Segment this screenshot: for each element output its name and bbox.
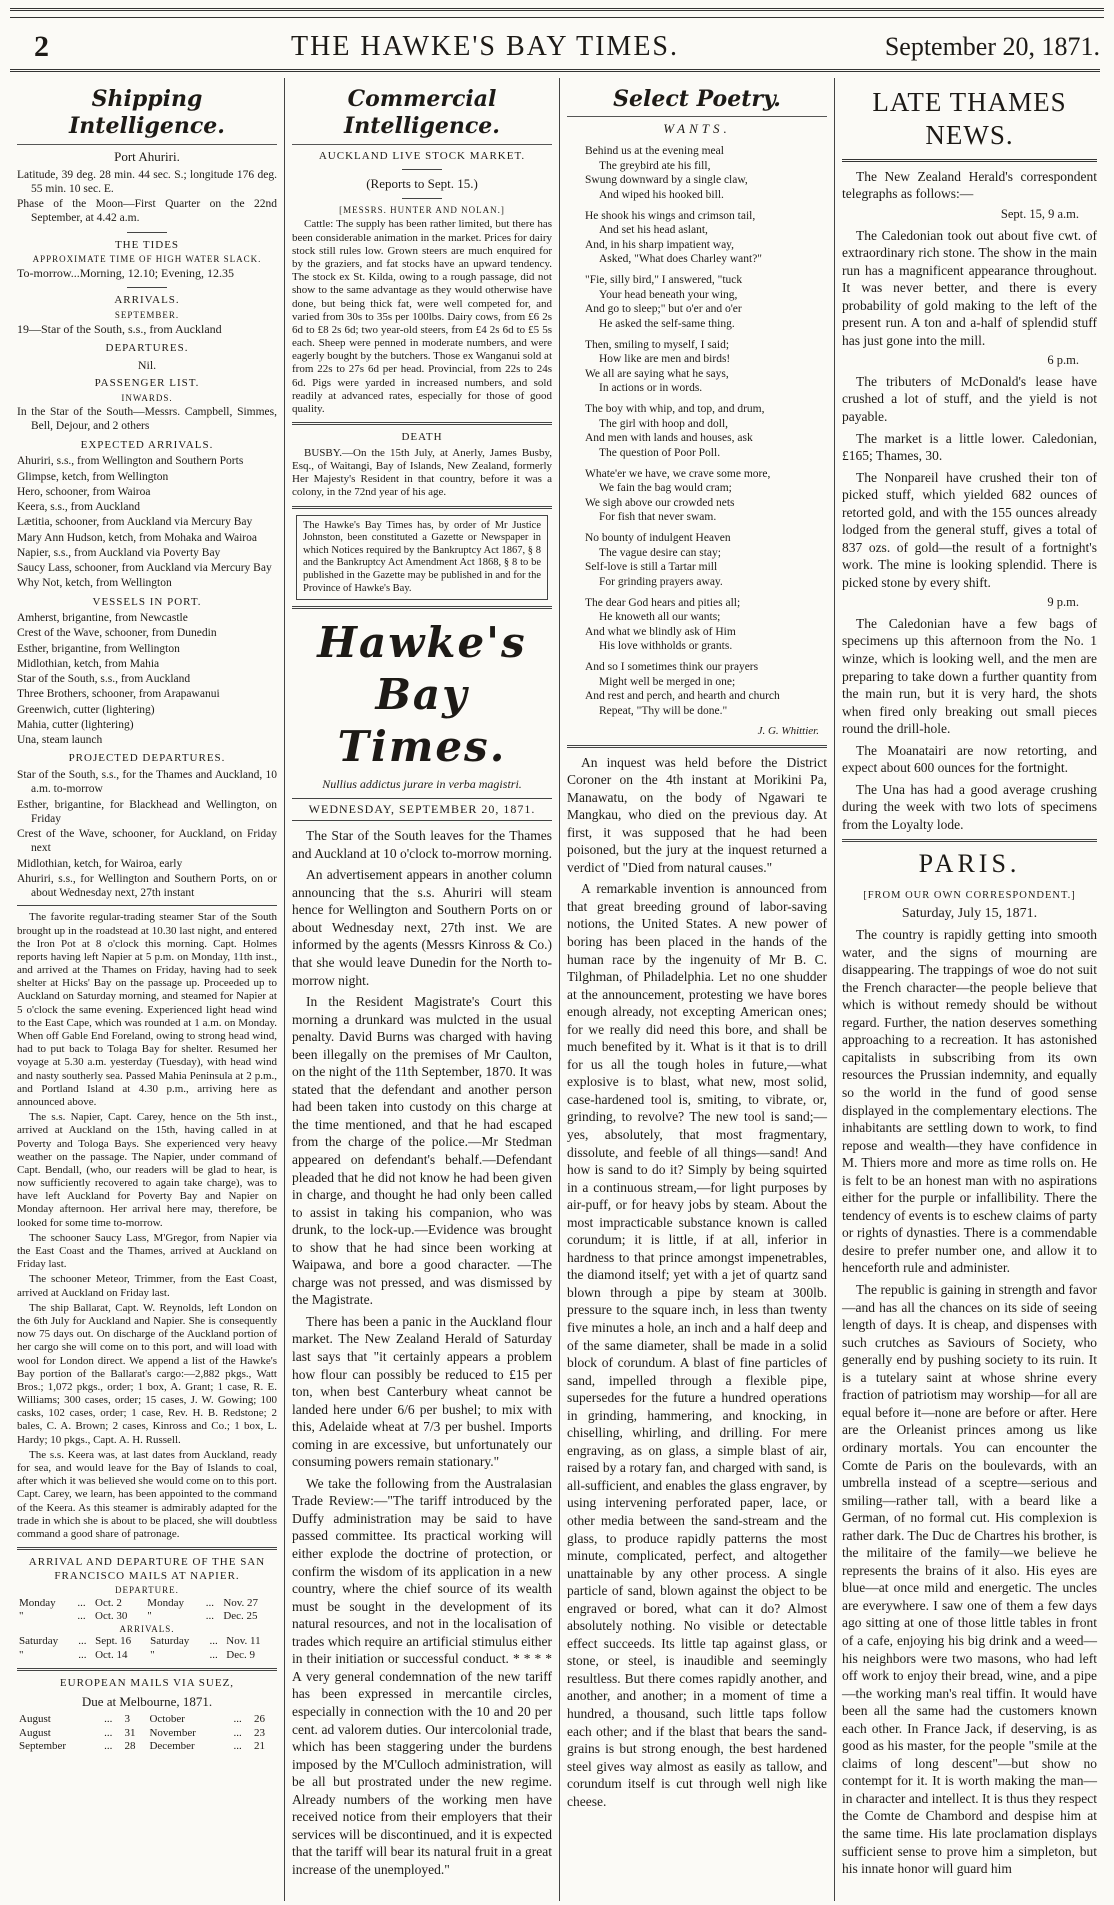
table-cell: Monday — [147, 1596, 184, 1609]
columns — [10, 78, 1104, 1901]
table-cell: ... — [104, 1740, 113, 1753]
list-item: Star of the South, s.s., from Auckland — [17, 673, 191, 686]
poem-line: Repeat, "Thy will be done." — [599, 704, 728, 717]
issue-date: September 20, 1871. — [884, 31, 1100, 61]
thames-intro: The New Zealand Herald's correspondent telegraphs as follows:— — [842, 168, 1097, 202]
news-paragraph: The schooner Saucy Lass, M'Gregor, from Napier via the East Coast and the Thames, arrived at Auckland on Friday last. — [17, 1231, 277, 1271]
page-number: 2 — [34, 29, 49, 63]
poem-line: And what we blindly ask of Him — [585, 625, 736, 638]
news-paragraph: The ship Ballarat, Capt. W. Reynolds, left London on the 6th July for Auckland and Napier. She is consequently now 75 days out. On discharge of the Auckland portion of her cargo she will come on to this port, and will load with wool for London direct. We append a list of the Hawke's Bay portion of the Ballarat's cargo:—2,882 pkgs., Watt Bros.; 1,072 pkgs., order; 1 box, A. Grant; 1 case, R. E. Williams; 300 cases, order; 15 cases, J. W. Gowing; 100 casks, 102 cases, order; 1 case, Rev. H. B. Redstone; 2 bales, C. A. Brown; 2 cases, Kinross and Co.; 1 box, L. Hardy; 10 pkgs., Capt. A. H. Russell. — [17, 1301, 277, 1446]
table-cell: Saturday — [150, 1634, 190, 1647]
poem-line: In actions or in words. — [599, 382, 703, 394]
mails-departure-label: DEPARTURE. — [115, 1585, 179, 1596]
table-cell: ... — [77, 1596, 86, 1609]
table-cell: Nov. 11 — [226, 1634, 261, 1647]
divider — [17, 905, 277, 906]
list-item: Greenwich, cutter (lightering) — [17, 703, 155, 716]
departures-title: DEPARTURES. — [105, 341, 189, 354]
column-thames-paris — [835, 78, 1104, 1901]
thames-para-7: The Una has had a good average crushing during the week with two lots of specimens from the Loyalty lode. — [842, 781, 1097, 832]
poem-line: The dear God hears and pities all; — [585, 596, 741, 609]
thames-time-1: Sept. 15, 9 a.m. — [1000, 207, 1079, 222]
paris-paragraph: The republic is gaining in strength and favor—and has all the chances on its side of seeing length of days. It is cheap, and dispenses with such crutches as Saviours of Society, who generally end by pushing society to its ruin. It is a tutelary saint at whose shrine every fraction of patriotism may worship—for all are equal before it—none are before or after. Here are the Orleanist princes among us like ordinary mortals. You can encounter the Comte de Paris on the boulevards, with an umbrella instead of a sceptre—serious and smiling—rather tall, with a beard like a German, of no formal cut. His complexion is rather dark. The Duc de Chartres his brother, is the militaire of the family—we believe he represents the brains of it also. His eyes are blue—at once mild and energetic. The uncles are everywhere. I saw one of them a few days ago sitting at one of those little tables in front of a cafe, enjoying his big drink and a weed—his neighbors were two masons, who had left off work to enjoy their bread, wine, and a pipe—the working man's real tiffin. It would have been all the same had the customers known each other. In France Jack, if deserving, is as good as his master, for the people "smile at the claims of long descent"—but show no contempt for it. It is worth making the man—in character and intellect. It is thus they respect the Comte de Chambord and despise him at the same time. His late proclamation displays sufficient sense to prove him a simpleton, but his innate honor will guard him — [842, 1282, 1097, 1877]
list-item: Glimpse, ketch, from Wellington — [17, 470, 169, 483]
news-paragraph: The s.s. Napier, Capt. Carey, hence on the 5th inst., arrived at Auckland on the 15th, having called in at Poverty and Tologa Bays. She experienced very heavy weather on the passage. The Napier, under command of Capt. Bendall, (who, our readers will be glad to hear, is now sufficiently recovered to again take charge), was to have left Auckland for Poverty Bay and Napier on Monday afternoon. Her arrival here may, therefore, be looked for some time to-morrow. — [17, 1111, 277, 1229]
table-cell: ... — [233, 1712, 242, 1725]
list-item: Crest of the Wave, schooner, for Auckland, on Friday next — [17, 828, 277, 855]
table-cell: ... — [77, 1610, 86, 1623]
projected-departures-list — [17, 768, 277, 900]
poem-stanza — [585, 467, 827, 525]
thames-time-2: 6 p.m. — [1047, 353, 1079, 368]
expected-title: EXPECTED ARRIVALS. — [80, 438, 214, 451]
poem-line: Asked, "What does Charley want?" — [599, 253, 762, 265]
table-cell: August — [19, 1726, 51, 1739]
masthead — [10, 24, 1100, 72]
poem-stanza — [585, 402, 827, 460]
inwards-text: In the Star of the South—Messrs. Campbell, Simmes, Bell, Dejour, and 2 others — [17, 406, 277, 433]
gazette-notice: The Hawke's Bay Times has, by order of Mr Justice Johnston, been constituted a Gazette or Newspaper in which Notices required by the Bankruptcy Act 1867, § 8 and the Bankruptcy Act Amendment Act 1868, § 8 to be published in the Gazette may be published in and for the Province of Hawke's Bay. — [296, 515, 548, 601]
table-cell: ... — [104, 1712, 113, 1725]
thames-para-1: The Caledonian took out about five cwt. of extraordinary rich stone. The show in the main run has a magnificent appearance throughout. It was never better, and there is every probability of gold making to the left of the present run. A ton and a-half of splendid stuff has just gone into the mill. — [842, 227, 1097, 348]
poem-line: No bounty of indulgent Heaven — [585, 532, 731, 545]
thames-para-4: The Nonpareil have crushed their ton of picked stuff, which yielded 682 ounces of retorted gold, and with the 155 ounces already lodged from the general stuff, gives a total of 837 ozs. of gold—the result of a fortnight's work. The mine is looking splendid. There is picked stone by every shift. — [842, 469, 1097, 590]
divider — [17, 1668, 277, 1671]
poem-line: And go to sleep;" but o'er and o'er — [585, 303, 742, 316]
table-cell: 28 — [124, 1740, 136, 1753]
list-item: Midlothian, ketch, from Mahia — [17, 657, 160, 670]
list-item: Three Brothers, schooner, from Arapawanui — [17, 688, 220, 701]
poem-line: He asked the self-same thing. — [599, 317, 735, 330]
poem-line: Self-love is still a Tartar mill — [585, 561, 718, 574]
table-cell: " — [150, 1648, 155, 1661]
poem-line: We fain the bag would cram; — [599, 482, 732, 495]
news-paragraph: The favorite regular-trading steamer Star of the South brought up in the roadstead at 10.30 last night, and entered the Iron Pot at 8 o'clock this morning. Capt. Holmes reports having left Napier at 5 p.m. on Monday, 11th inst., and arrived at the Thames on Friday, having had to seek shelter at Hicks' Bay on the passage up. Proceeded up to Auckland on Saturday morning, and steamed for Napier at 5 o'clock the same evening. Experienced light head wind to the East Cape, which was rounded at 1 a.m. on Monday. When off Gable End Foreland, owing to strong head wind, had to put back to Tolaga Bay for shelter. Resumed her voyage at 5.30 a.m. yesterday (Tuesday), with head wind and nasty southerly sea. Passed Mahia Peninsula at 2 p.m., and Portland Island at 4.30 p.m., arriving here as announced above. — [17, 911, 277, 1108]
news-paragraphs — [567, 754, 827, 1811]
poem-line: And, in his sharp impatient way, — [585, 238, 735, 251]
table-cell: " — [147, 1610, 152, 1623]
table-cell: August — [19, 1712, 51, 1725]
poem-line: He shook his wings and crimson tail, — [585, 209, 756, 222]
poem-line: And rest and perch, and hearth and church — [585, 690, 780, 703]
poem-line: For fish that never swam. — [599, 511, 717, 523]
poem-line: And men with lands and houses, ask — [585, 432, 753, 445]
suez-mails-table — [17, 1713, 277, 1754]
table-cell: Saturday — [19, 1634, 59, 1647]
divider — [402, 169, 442, 170]
poem-stanza — [585, 273, 827, 331]
passenger-title: PASSENGER LIST. — [94, 377, 200, 390]
poem-line: Then, smiling to myself, I said; — [585, 338, 730, 351]
list-item: Mahia, cutter (lightering) — [17, 718, 134, 731]
mails-arrivals-label: ARRIVALS. — [119, 1623, 175, 1634]
editorial-paragraph: In the Resident Magistrate's Court this morning a drunkard was mulcted in the usual penalty. David Burns was charged with having been illegally on the premises of Mr Caulton, on the night of the 11th September, 1870. It was stated that the defendant and another person had been taken into custody on this charge at the time mentioned, and that he had escaped from the charge of the police.—Mr Stedman appeared on defendant's behalf.—Defendant pleaded that he did not know he had been given in charge, and thought he had only been called to assist in taking his companion, who was drunk, to the lock-up.—Evidence was brought to show that he had since been working at Waipawa, and bore a good character. —The charge was not pressed, and was dismissed by the Magistrate. — [292, 994, 552, 1308]
paris-heading: PARIS. — [918, 849, 1021, 879]
table-row — [17, 1740, 277, 1754]
table-cell: October — [149, 1712, 185, 1725]
table-cell: December — [149, 1740, 195, 1753]
shipping-news-paragraphs — [17, 911, 277, 1541]
table-cell: Oct. 2 — [95, 1596, 122, 1609]
poem-line: Your head beneath your wing, — [599, 288, 738, 301]
table-cell: November — [149, 1726, 196, 1739]
thames-para-5: The Caledonian have a few bags of specimens up this afternoon from the No. 1 winze, which is looking well, and the men are preparing to take down a further quantity from the main run, but it is very hard, the shots when fired only breaking out small pieces round the drill-hole. — [842, 615, 1097, 737]
divider — [127, 287, 167, 288]
list-item: Midlothian, ketch, for Wairoa, early — [17, 857, 183, 870]
editorial-paragraphs — [292, 827, 552, 1878]
table-cell: ... — [233, 1726, 242, 1739]
list-item: Napier, s.s., from Auckland via Poverty Bay — [17, 546, 221, 559]
table-row — [17, 1727, 277, 1741]
newspaper-title: THE HAWKE'S BAY TIMES. — [291, 30, 679, 62]
divider — [292, 606, 552, 609]
market-title: AUCKLAND LIVE STOCK MARKET. — [318, 149, 526, 162]
news-paragraph: The s.s. Keera was, at last dates from Auckland, ready for sea, and would leave for the Bay of Islands to coal, after which it was believed she would come on to this port. Capt. Carey, we learn, has been appointed to the command of the Keera. As this steamer is admirably adapted for the trade in which she is about to be placed, she will doubtless command a good share of patronage. — [17, 1448, 277, 1540]
suez-subtitle: Due at Melbourne, 1871. — [81, 1693, 213, 1709]
list-item: Star of the South, s.s., for the Thames and Auckland, 10 a.m. to-morrow — [17, 769, 277, 796]
latitude-line: Latitude, 39 deg. 28 min. 44 sec. S.; longitude 176 deg. 55 min. 10 sec. E. — [17, 168, 277, 195]
port-name: Port Ahuriri. — [114, 148, 180, 164]
table-cell: Dec. 9 — [226, 1648, 255, 1661]
table-cell: " — [19, 1648, 24, 1661]
table-row — [17, 1597, 277, 1611]
table-row — [17, 1649, 277, 1663]
death-notice: BUSBY.—On the 15th July, at Anerly, James Busby, Esq., of Waitangi, Bay of Islands, New Zealand, formerly Her Majesty's Resident in that country, before it was a colony, in the 72nd year of his age. — [292, 446, 552, 499]
column-commercial — [285, 78, 560, 1901]
tides-subtitle: APPROXIMATE TIME OF HIGH WATER SLACK. — [32, 254, 262, 265]
table-cell: September — [19, 1740, 67, 1753]
table-cell: ... — [205, 1610, 214, 1623]
table-cell: ... — [78, 1648, 87, 1661]
moon-phase: Phase of the Moon—First Quarter on the 22nd September, at 4.42 a.m. — [17, 198, 277, 225]
poem-line: The girl with hoop and doll, — [599, 417, 729, 430]
table-cell: ... — [205, 1596, 214, 1609]
table-cell: Sept. 16 — [95, 1634, 132, 1647]
poem-line: Behind us at the evening meal — [585, 145, 724, 158]
list-item: Hero, schooner, from Wairoa — [17, 485, 151, 498]
market-report: Cattle: The supply has been rather limited, but there has been considerable animation in the market. Prices for dairy stock still rules low. Grown steers are much enquired for by the graziers, and fat stocks have an upward tendency. The stock ex St. Kilda, owing to a rough passage, did not show to the same advantage as they would otherwise have done, but being thick fat, were well competed for, and varied from 30s to 35s per 100lbs. Dairy cows, from £6 2s 6d to £8 2s 6d; two year-old steers, from £4 2s 6d to £5 5s each. Sheep were penned in moderate numbers, and were eagerly bought by the butchers. Those ex Wanganui sold at from 22s to 27s 6d per head. Provincial, from 22s to 24s 6d. Pigs were yarded in increased numbers, and sold readily at advanced rates, especially for those of good quality. — [292, 218, 552, 416]
poem-author: J. G. Whittier. — [757, 724, 819, 737]
divider — [402, 198, 442, 199]
arrivals-text: 19—Star of the South, s.s., from Auckland — [17, 322, 222, 337]
arrivals-title: ARRIVALS. — [114, 294, 180, 307]
vessels-title: VESSELS IN PORT. — [92, 595, 202, 608]
thames-para-3: The market is a little lower. Caledonian, £165; Thames, 30. — [842, 430, 1097, 464]
table-row — [17, 1610, 277, 1624]
table-cell: Oct. 14 — [95, 1648, 128, 1661]
table-cell: 3 — [124, 1712, 130, 1725]
table-cell: ... — [209, 1634, 218, 1647]
arrivals-month: SEPTEMBER. — [114, 309, 180, 320]
poem-stanza — [585, 144, 827, 202]
poem-line: The boy with whip, and top, and drum, — [585, 403, 765, 416]
tides-text: To-morrow...Morning, 12.10; Evening, 12.35 — [17, 266, 235, 281]
poem-stanza — [585, 531, 827, 589]
reporter: [MESSRS. HUNTER AND NOLAN.] — [339, 205, 505, 216]
poem-line: The question of Poor Poll. — [599, 446, 721, 459]
mails-title: ARRIVAL AND DEPARTURE OF THE SAN FRANCISCO MAILS AT NAPIER. — [28, 1556, 266, 1582]
projected-title: PROJECTED DEPARTURES. — [68, 752, 226, 765]
poem-body — [567, 144, 827, 718]
poem-stanza — [585, 338, 827, 396]
table-cell: ... — [78, 1634, 87, 1647]
thames-para-6: The Moanatairi are now retorting, and expect about 600 ounces for the fortnight. — [842, 742, 1097, 776]
expected-arrivals-list — [17, 454, 277, 590]
poem-line: We sigh above our crowded nets — [585, 496, 735, 509]
poem-stanza — [585, 209, 827, 267]
commercial-heading: Commercial Intelligence. — [292, 86, 552, 145]
poetry-heading: Select Poetry. — [567, 86, 827, 117]
divider — [292, 422, 552, 425]
list-item: Saucy Lass, schooner, from Auckland via Mercury Bay — [17, 562, 272, 575]
news-paragraph: The schooner Meteor, Trimmer, from the East Coast, arrived at Auckland on Friday last. — [17, 1273, 277, 1299]
divider — [17, 1547, 277, 1550]
table-cell: 26 — [253, 1712, 265, 1725]
list-item: Una, steam launch — [17, 734, 103, 747]
mails-arrivals-table — [17, 1635, 277, 1662]
editorial-paragraph: We take the following from the Australasian Trade Review:—"The tariff introduced by the Duffy administration may be said to have passed committee. Its practical working will either explode the doctrine of protection, or confirm the wisdom of its application in a new country, where the chief source of its wealth must be sought in the development of its natural resources, and not in the localisation of trades which require an artificial stimulus either in their initiation or successful conduct. * * * * A very general condemnation of the new tariff has been expressed in mercantile circles, especially in connection with the 10 and 20 per cent. ad valorem duties. Our intercolonial trade, which has been staggering under the burdens imposed by the M'Culloch administration, will be all but prostrated under the new regime. Already numbers of the working men have received notice from their employers that their services will be discontinued, and it is expected that the tariff will bear its natural fruit in a great increase of the unemployed." — [292, 1475, 552, 1877]
news-paragraph: A remarkable invention is announced from that great breeding ground of labor-saving notions, the United States. A new power of boring has been placed in the hands of the human race by the ingenuity of Mr B. C. Tilghman, of Philadelphia. Let no one shudder at the announcement, protesting we have bores enough already, not excepting American ones; for we really did need this bore, and shall be much benefited by it. What is it that is to drill for us all the tough holes in future,—what explosive is to blast, what new, most solid, case-hardened tool is, smiting, to vibrate, or, grinding, to revolve? The new tool is sand;—yes, absolutely, that most fragmentary, dissolute, and feeble of all things—sand! And how is sand to do it? Simply by being squirted in a continuous stream,—for light purposes by air-puff, or for heavy jobs by steam. About the most impracticable substance known is called corundum; it is little, if at all, inferior in hardness to that prince amongst impenetrables, the diamond itself; yet with a jet of quartz sand blown through a pipe by steam at 300lb. pressure to the square inch, in less than twenty five minutes a hole, an inch and a half deep and of the same diameter, shall be made in a solid block of corundum. A blast of fine particles of sand, impelled through a flexible pipe, supersedes for the future a hundred operations in grinding, hammering, and knocking, in chiselling, whirling, and drilling. For mere engraving, as on glass, a simple blast of air, raised by a rotary fan, and charged with sand, is all-sufficient, and enables the glass engraver, by using intervening perforated paper, lace, or other media between the sand-stream and the glass, to produce rapidly patterns the most minute, complicated, perfect, and altogether unattainable by any other process. A single particle of sand, blown against the object to be engraved or bored, what can it do? Almost absolutely nothing. No visible or detectable effect succeeds. Its little tap against glass, or stone, or steel, is inaudible and seemingly resultless. But there comes rapidly another, and another, and another; in a moment of time a hundred, a thousand, such little taps follow each other; and if the blast that bears the sand-grains is but strong enough, the best hardened steel gives way almost as easily as tallow, and corundum itself is cut through well nigh like cheese. — [567, 881, 827, 1809]
news-paragraph: An inquest was held before the District Coroner on the 4th instant at Morikini Pa, Manawatu, on the body of Ngawari te Mangkau, who died on the previous day. At first, it was supposed that he had been poisoned, but the jury at the inquest returned a verdict of "Died from natural causes." — [567, 754, 827, 875]
list-item: Why Not, ketch, from Wellington — [17, 577, 172, 590]
poem-stanza — [585, 596, 827, 654]
table-cell: " — [19, 1610, 24, 1623]
paris-paragraph: The country is rapidly getting into smooth water, and the signs of mourning are disappearing. The trappings of woe do not suit the French character—the people believe that which is without remedy should be without regard. Further, the nation deserves something approaching to a recreation. It has astonished capitalists in subscribing from its own resources the Prussian indemnity, and equally so the world in the fund of good sense displayed in the complementary elections. The inhabitants are settling down to work, to find repose and wealth—they have confidence in M. Thiers more and more as time rolls on. He is felt to be an honest man with no aspirations either for the purple or infallibility. There the tendency of events is to eschew claims of party or rights of dynasties. There is a commendable desire to prefer number one, and allow it to henceforth rule and administer. — [842, 927, 1097, 1276]
editorial-paragraph: An advertisement appears in another column announcing that the s.s. Ahuriri will steam hence for Wellington and Southern Ports on or about Wednesday next, 27th inst. We are informed by the agents (Messrs Kinross & Co.) that she would leave Dunedin for the North to-morrow night. — [292, 867, 552, 988]
shipping-heading: Shipping Intelligence. — [17, 86, 277, 145]
column-shipping — [10, 78, 285, 1901]
thames-para-2: The tributers of McDonald's lease have crushed a lot of stuff, and the yield is not payable. — [842, 373, 1097, 424]
table-cell: ... — [104, 1726, 113, 1739]
poem-line: And wiped his hooked bill. — [599, 188, 724, 201]
list-item: Lætitia, schooner, from Auckland via Mercury Bay — [17, 516, 253, 529]
poem-line: How like are men and birds! — [599, 353, 731, 366]
poem-line: For grinding prayers away. — [599, 575, 723, 588]
list-item: Esther, brigantine, for Blackhead and Wellington, on Friday — [17, 798, 277, 825]
poem-line: His love withholds or grants. — [599, 640, 733, 652]
table-cell: ... — [209, 1648, 218, 1661]
divider — [292, 506, 552, 509]
editorial-paragraph: The Star of the South leaves for the Thames and Auckland at 10 o'clock to-morrow morning. — [292, 828, 553, 861]
list-item: Ahuriri, s.s., from Wellington and Southern Ports — [17, 455, 244, 468]
thames-heading: LATE THAMES NEWS. — [842, 86, 1097, 162]
paris-paragraphs — [842, 926, 1097, 1878]
poem-line: And so I sometimes think our prayers — [585, 661, 759, 674]
poem-title: WANTS. — [663, 121, 731, 137]
suez-title: EUROPEAN MAILS VIA SUEZ, — [59, 1677, 235, 1690]
table-cell: Monday — [19, 1596, 56, 1609]
reports-to: (Reports to Sept. 15.) — [366, 176, 478, 192]
poem-line: We all are saying what he says, — [585, 367, 729, 380]
inwards-title: INWARDS. — [121, 393, 173, 404]
paris-date: Saturday, July 15, 1871. — [901, 905, 1038, 921]
tides-title: THE TIDES — [114, 238, 180, 251]
table-row — [17, 1713, 277, 1727]
column-poetry — [560, 78, 835, 1901]
poem-stanza — [585, 660, 827, 718]
poem-line: Might well be merged in one; — [599, 675, 736, 688]
paris-subtitle: [FROM OUR OWN CORRESPONDENT.] — [863, 889, 1076, 901]
table-cell: 21 — [253, 1740, 265, 1753]
poem-line: Swung downward by a single claw, — [585, 174, 748, 187]
paper-nameplate: Hawke's Bay Times. — [317, 618, 527, 772]
poem-line: Whate'er we have, we crave some more, — [585, 467, 771, 480]
table-cell: 23 — [253, 1726, 265, 1739]
departures-text: Nil. — [137, 357, 157, 372]
table-cell: Oct. 30 — [95, 1610, 128, 1623]
table-cell: Dec. 25 — [223, 1610, 258, 1623]
divider — [567, 745, 827, 748]
poem-line: "Fie, silly bird," I answered, "tuck — [585, 274, 743, 287]
poem-line: The greybird ate his fill, — [599, 159, 711, 172]
poem-line: And set his head aslant, — [599, 224, 708, 237]
list-item: Ahuriri, s.s., for Wellington and Southern Ports, on or about Wednesday next, 27th instant — [17, 872, 277, 900]
paper-motto: Nullius addictus jurare in verba magistri. — [322, 777, 522, 792]
thames-time-3: 9 p.m. — [1047, 595, 1079, 610]
death-title: DEATH — [401, 431, 443, 444]
editorial-paragraph: There has been a panic in the Auckland flour market. The New Zealand Herald of Saturday last says that "it certainly appears a problem how flour can possibly be reduced to £15 per ton, when best Canterbury wheat cannot be landed here under 6/6 per bushel; to mix with this, Adelaide wheat at 7/3 per bushel. Imports coming in are excessive, but unfortunately our consuming powers remain stationary." — [292, 1313, 552, 1470]
list-item: Crest of the Wave, schooner, from Dunedin — [17, 627, 217, 640]
poem-line: He knoweth all our wants; — [599, 611, 721, 624]
list-item: Esther, brigantine, from Wellington — [17, 642, 180, 655]
vessels-in-port-list — [17, 611, 277, 747]
poem-line: The vague desire can stay; — [599, 546, 721, 559]
divider — [127, 232, 167, 233]
table-cell: 31 — [124, 1726, 136, 1739]
table-row — [17, 1635, 277, 1649]
table-cell: ... — [233, 1740, 242, 1753]
top-rule — [10, 8, 1104, 18]
list-item: Keera, s.s., from Auckland — [17, 501, 140, 514]
mails-departure-table — [17, 1597, 277, 1624]
list-item: Mary Ann Hudson, ketch, from Mohaka and Wairoa — [17, 531, 257, 544]
editorial-dateline: WEDNESDAY, SEPTEMBER 20, 1871. — [292, 798, 552, 821]
table-cell: Nov. 27 — [223, 1596, 259, 1609]
list-item: Amherst, brigantine, from Newcastle — [17, 612, 188, 625]
divider — [842, 839, 1097, 842]
